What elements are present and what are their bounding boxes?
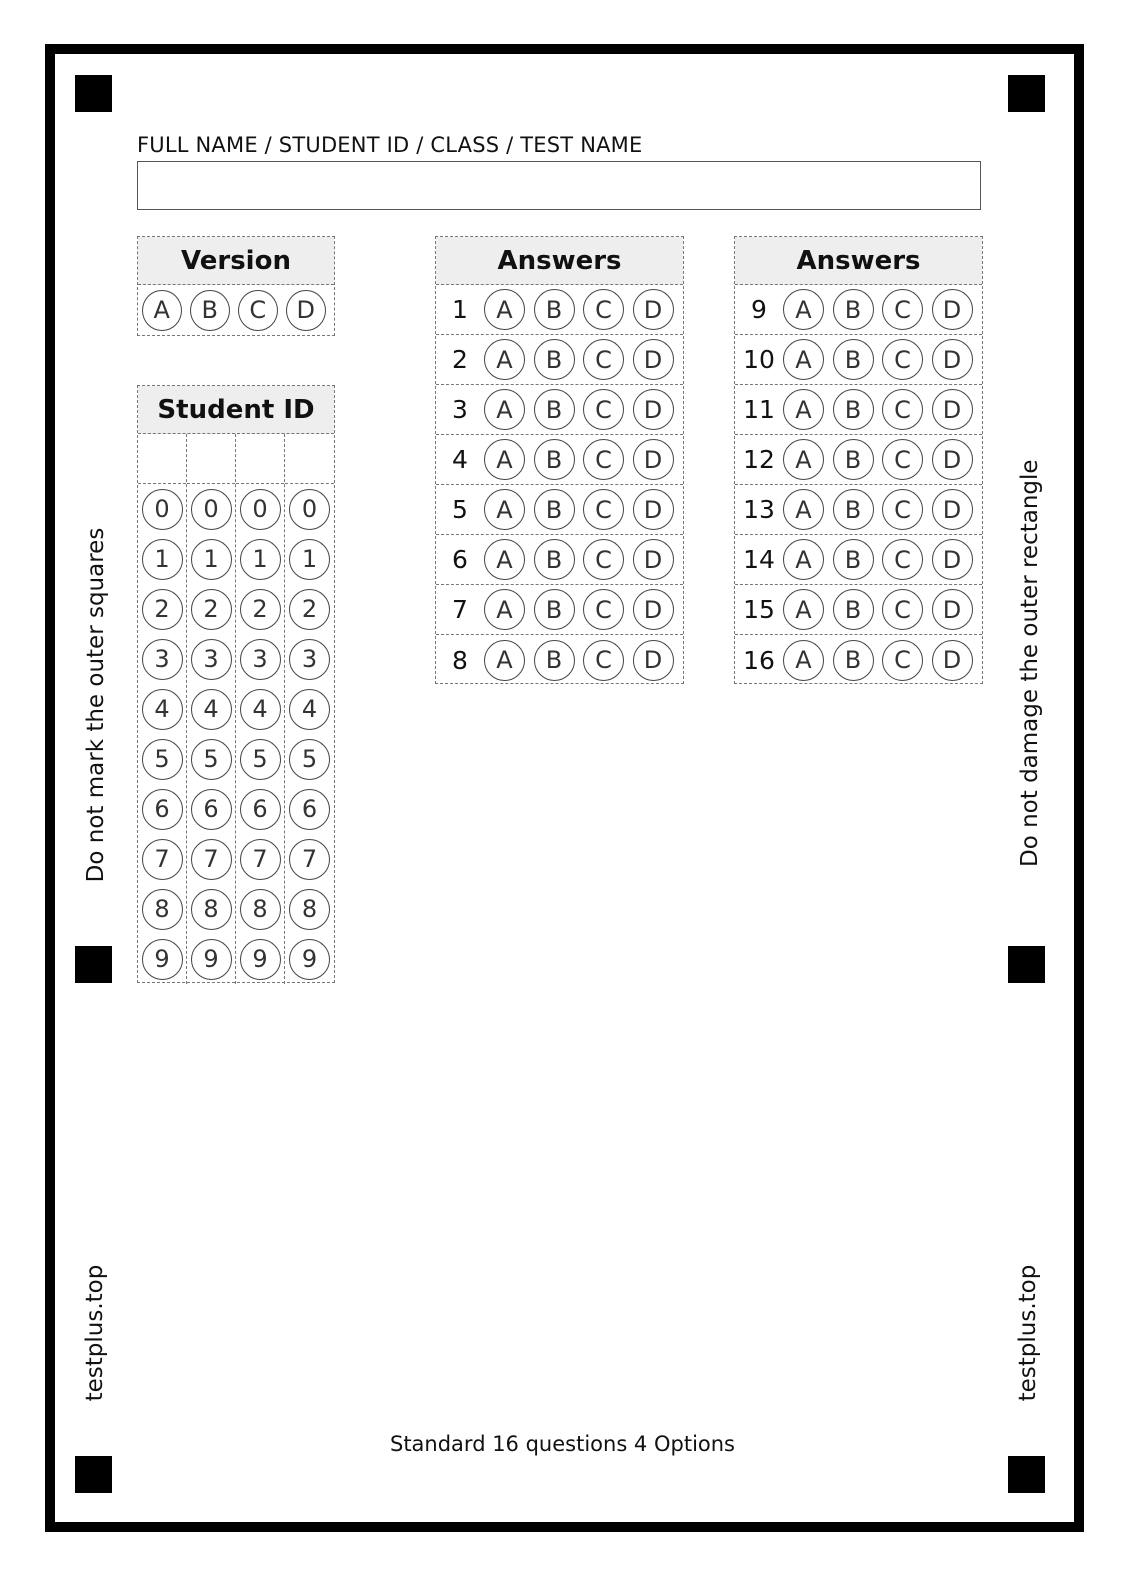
answer-bubble-a[interactable]: A [484, 339, 525, 380]
answer-bubble-c[interactable]: C [882, 389, 923, 430]
student-id-bubble-7[interactable]: 7 [240, 839, 281, 880]
version-title: Version [138, 237, 334, 285]
answer-row [735, 635, 982, 685]
answers-rows-right [735, 285, 982, 685]
answer-bubble-d[interactable]: D [633, 339, 674, 380]
answer-bubble-c[interactable]: C [583, 439, 624, 480]
student-id-cell [138, 534, 186, 584]
student-id-bubble-6[interactable]: 6 [191, 789, 232, 830]
version-panel [137, 236, 335, 336]
question-number: 14 [743, 545, 775, 574]
student-id-cell [138, 784, 186, 834]
student-id-cell [236, 834, 284, 884]
answers-panel-left [435, 236, 684, 684]
student-id-bubble-4[interactable]: 4 [142, 689, 183, 730]
student-id-bubble-3[interactable]: 3 [240, 639, 281, 680]
answer-bubble-c[interactable]: C [583, 539, 624, 580]
student-id-cell [236, 684, 284, 734]
student-id-cell [236, 734, 284, 784]
student-id-cell [236, 784, 284, 834]
student-id-cell [285, 734, 334, 784]
answer-bubble-c[interactable]: C [583, 489, 624, 530]
answers-title-left: Answers [436, 237, 683, 285]
answer-bubble-a[interactable]: A [783, 539, 824, 580]
student-id-bubble-2[interactable]: 2 [289, 589, 330, 630]
student-id-cell [138, 584, 186, 634]
answer-bubble-c[interactable]: C [882, 589, 923, 630]
answer-bubble-a[interactable]: A [783, 289, 824, 330]
student-id-bubble-3[interactable]: 3 [289, 639, 330, 680]
student-id-bubble-3[interactable]: 3 [191, 639, 232, 680]
corner-marker-bottom-right [1008, 1456, 1045, 1493]
answer-bubble-d[interactable]: D [932, 589, 973, 630]
student-id-bubble-0[interactable]: 0 [191, 489, 232, 530]
student-id-cell [187, 934, 235, 984]
student-id-bubble-8[interactable]: 8 [142, 889, 183, 930]
name-field[interactable] [137, 161, 981, 210]
side-marker-left [75, 946, 112, 983]
student-id-write-box[interactable] [187, 434, 235, 484]
answer-row [735, 435, 982, 485]
answer-bubble-a[interactable]: A [484, 589, 525, 630]
answer-bubble-d[interactable]: D [932, 539, 973, 580]
student-id-cell [138, 734, 186, 784]
answer-bubble-b[interactable]: B [534, 389, 575, 430]
answer-bubble-a[interactable]: A [783, 439, 824, 480]
name-field-label: FULL NAME / STUDENT ID / CLASS / TEST NAME [137, 133, 643, 157]
answers-rows-left [436, 285, 683, 685]
answer-bubble-d[interactable]: D [633, 389, 674, 430]
answer-bubble-a[interactable]: A [783, 489, 824, 530]
student-id-cell [138, 634, 186, 684]
student-id-cell [187, 684, 235, 734]
student-id-bubble-4[interactable]: 4 [289, 689, 330, 730]
answer-row [436, 435, 683, 485]
answer-bubble-a[interactable]: A [484, 439, 525, 480]
answer-bubble-a[interactable]: A [484, 389, 525, 430]
version-options [138, 285, 334, 335]
student-id-bubble-9[interactable]: 9 [240, 939, 281, 980]
answer-bubble-c[interactable]: C [882, 339, 923, 380]
answer-bubble-c[interactable]: C [882, 489, 923, 530]
student-id-bubble-2[interactable]: 2 [142, 589, 183, 630]
answer-bubble-c[interactable]: C [882, 439, 923, 480]
student-id-bubble-5[interactable]: 5 [191, 739, 232, 780]
student-id-bubble-8[interactable]: 8 [191, 889, 232, 930]
answer-bubble-b[interactable]: B [833, 539, 874, 580]
student-id-bubble-1[interactable]: 1 [289, 539, 330, 580]
student-id-cell [187, 634, 235, 684]
question-number: 1 [452, 295, 468, 324]
answer-row [436, 285, 683, 335]
answer-bubble-b[interactable]: B [534, 539, 575, 580]
student-id-cell [285, 934, 334, 984]
answer-row [735, 485, 982, 535]
answer-row [436, 385, 683, 435]
question-number: 3 [452, 395, 468, 424]
student-id-bubble-7[interactable]: 7 [289, 839, 330, 880]
answer-bubble-d[interactable]: D [932, 339, 973, 380]
student-id-bubble-5[interactable]: 5 [289, 739, 330, 780]
student-id-bubble-1[interactable]: 1 [240, 539, 281, 580]
student-id-bubble-6[interactable]: 6 [240, 789, 281, 830]
answer-bubble-d[interactable]: D [633, 439, 674, 480]
question-number: 13 [743, 495, 775, 524]
answer-row [436, 335, 683, 385]
answer-bubble-c[interactable]: C [583, 589, 624, 630]
answer-row [735, 535, 982, 585]
student-id-cell [138, 884, 186, 934]
student-id-bubble-2[interactable]: 2 [240, 589, 281, 630]
answer-bubble-b[interactable]: B [833, 640, 874, 681]
student-id-cell [187, 484, 235, 534]
answer-row [436, 485, 683, 535]
answer-bubble-a[interactable]: A [783, 589, 824, 630]
answer-row [436, 635, 683, 685]
answer-bubble-a[interactable]: A [484, 539, 525, 580]
question-number: 2 [452, 345, 468, 374]
student-id-bubble-9[interactable]: 9 [191, 939, 232, 980]
student-id-title: Student ID [138, 386, 334, 434]
student-id-bubble-9[interactable]: 9 [289, 939, 330, 980]
version-bubble-d[interactable]: D [286, 290, 326, 331]
answer-bubble-b[interactable]: B [534, 339, 575, 380]
answer-bubble-d[interactable]: D [932, 640, 973, 681]
student-id-bubble-1[interactable]: 1 [191, 539, 232, 580]
question-number: 8 [452, 645, 468, 675]
student-id-cell [236, 884, 284, 934]
student-id-write-box[interactable] [236, 434, 284, 484]
answer-bubble-d[interactable]: D [633, 589, 674, 630]
question-number: 4 [452, 445, 468, 474]
student-id-bubble-2[interactable]: 2 [191, 589, 232, 630]
side-marker-right [1008, 946, 1045, 983]
answers-panel-right [734, 236, 983, 684]
answer-bubble-d[interactable]: D [932, 389, 973, 430]
answer-bubble-b[interactable]: B [534, 589, 575, 630]
question-number: 6 [452, 545, 468, 574]
student-id-cell [187, 834, 235, 884]
student-id-cell [236, 534, 284, 584]
student-id-cell [285, 584, 334, 634]
student-id-panel [137, 385, 335, 983]
student-id-column [236, 434, 285, 984]
student-id-cell [187, 534, 235, 584]
student-id-cell [236, 934, 284, 984]
student-id-bubble-6[interactable]: 6 [289, 789, 330, 830]
answer-bubble-d[interactable]: D [932, 289, 973, 330]
answer-bubble-a[interactable]: A [783, 339, 824, 380]
student-id-write-box[interactable] [285, 434, 334, 484]
brand-left: testplus.top [82, 1264, 108, 1402]
student-id-bubble-0[interactable]: 0 [240, 489, 281, 530]
student-id-write-box[interactable] [138, 434, 186, 484]
student-id-bubble-5[interactable]: 5 [142, 739, 183, 780]
student-id-cell [285, 534, 334, 584]
version-bubble-c[interactable]: C [238, 290, 278, 331]
student-id-bubble-6[interactable]: 6 [142, 789, 183, 830]
instruction-left: Do not mark the outer squares [83, 527, 109, 883]
student-id-bubble-7[interactable]: 7 [142, 839, 183, 880]
student-id-cell [236, 634, 284, 684]
student-id-cell [138, 484, 186, 534]
answer-bubble-b[interactable]: B [833, 489, 874, 530]
answer-bubble-b[interactable]: B [534, 439, 575, 480]
answer-bubble-d[interactable]: D [633, 289, 674, 330]
student-id-cell [187, 734, 235, 784]
student-id-grid [138, 434, 334, 984]
answer-bubble-d[interactable]: D [633, 640, 674, 681]
student-id-cell [285, 484, 334, 534]
version-bubble-b[interactable]: B [190, 290, 230, 331]
answer-bubble-b[interactable]: B [833, 439, 874, 480]
student-id-cell [187, 584, 235, 634]
answer-row [735, 335, 982, 385]
student-id-bubble-4[interactable]: 4 [240, 689, 281, 730]
answer-bubble-c[interactable]: C [882, 289, 923, 330]
question-number: 7 [452, 595, 468, 624]
question-number: 15 [743, 595, 775, 624]
question-number: 10 [743, 345, 775, 374]
corner-marker-bottom-left [75, 1456, 112, 1493]
student-id-cell [138, 684, 186, 734]
answer-bubble-c[interactable]: C [583, 640, 624, 681]
student-id-column [138, 434, 187, 984]
answer-bubble-c[interactable]: C [583, 339, 624, 380]
answer-bubble-a[interactable]: A [484, 289, 525, 330]
student-id-bubble-3[interactable]: 3 [142, 639, 183, 680]
student-id-cell [187, 884, 235, 934]
corner-marker-top-left [75, 75, 112, 112]
answer-row [436, 585, 683, 635]
answer-bubble-a[interactable]: A [484, 489, 525, 530]
question-number: 5 [452, 495, 468, 524]
corner-marker-top-right [1008, 75, 1045, 112]
student-id-cell [285, 884, 334, 934]
answer-bubble-b[interactable]: B [534, 640, 575, 681]
answer-bubble-c[interactable]: C [583, 289, 624, 330]
answers-title-right: Answers [735, 237, 982, 285]
student-id-bubble-4[interactable]: 4 [191, 689, 232, 730]
question-number: 11 [743, 395, 775, 424]
answer-bubble-a[interactable]: A [783, 389, 824, 430]
answer-row [735, 285, 982, 335]
answer-bubble-a[interactable]: A [783, 640, 824, 681]
student-id-cell [138, 834, 186, 884]
answer-bubble-c[interactable]: C [882, 640, 923, 681]
student-id-bubble-1[interactable]: 1 [142, 539, 183, 580]
answer-bubble-b[interactable]: B [833, 289, 874, 330]
answer-bubble-b[interactable]: B [534, 289, 575, 330]
answer-bubble-b[interactable]: B [833, 339, 874, 380]
student-id-bubble-8[interactable]: 8 [289, 889, 330, 930]
answer-bubble-b[interactable]: B [833, 389, 874, 430]
answer-bubble-d[interactable]: D [932, 439, 973, 480]
brand-right: testplus.top [1015, 1264, 1041, 1402]
question-number: 9 [751, 295, 767, 324]
answer-bubble-b[interactable]: B [833, 589, 874, 630]
version-bubble-a[interactable]: A [142, 290, 182, 331]
answer-row [436, 535, 683, 585]
student-id-cell [236, 484, 284, 534]
student-id-cell [138, 934, 186, 984]
student-id-cell [285, 634, 334, 684]
student-id-cell [285, 684, 334, 734]
answer-bubble-d[interactable]: D [633, 539, 674, 580]
student-id-cell [187, 784, 235, 834]
answer-bubble-c[interactable]: C [882, 539, 923, 580]
student-id-cell [285, 834, 334, 884]
answer-row [735, 585, 982, 635]
question-number: 12 [743, 445, 775, 474]
question-number: 16 [743, 645, 775, 675]
student-id-bubble-0[interactable]: 0 [142, 489, 183, 530]
student-id-cell [285, 784, 334, 834]
instruction-right: Do not damage the outer rectangle [1017, 459, 1043, 867]
student-id-cell [236, 584, 284, 634]
answer-bubble-c[interactable]: C [583, 389, 624, 430]
answer-row [735, 385, 982, 435]
student-id-bubble-0[interactable]: 0 [289, 489, 330, 530]
student-id-bubble-8[interactable]: 8 [240, 889, 281, 930]
student-id-column [187, 434, 236, 984]
answer-bubble-a[interactable]: A [484, 640, 525, 681]
student-id-column [285, 434, 334, 984]
answer-bubble-b[interactable]: B [534, 489, 575, 530]
student-id-bubble-5[interactable]: 5 [240, 739, 281, 780]
sheet-footer: Standard 16 questions 4 Options [389, 1432, 735, 1456]
student-id-bubble-7[interactable]: 7 [191, 839, 232, 880]
answer-bubble-d[interactable]: D [633, 489, 674, 530]
answer-bubble-d[interactable]: D [932, 489, 973, 530]
student-id-bubble-9[interactable]: 9 [142, 939, 183, 980]
